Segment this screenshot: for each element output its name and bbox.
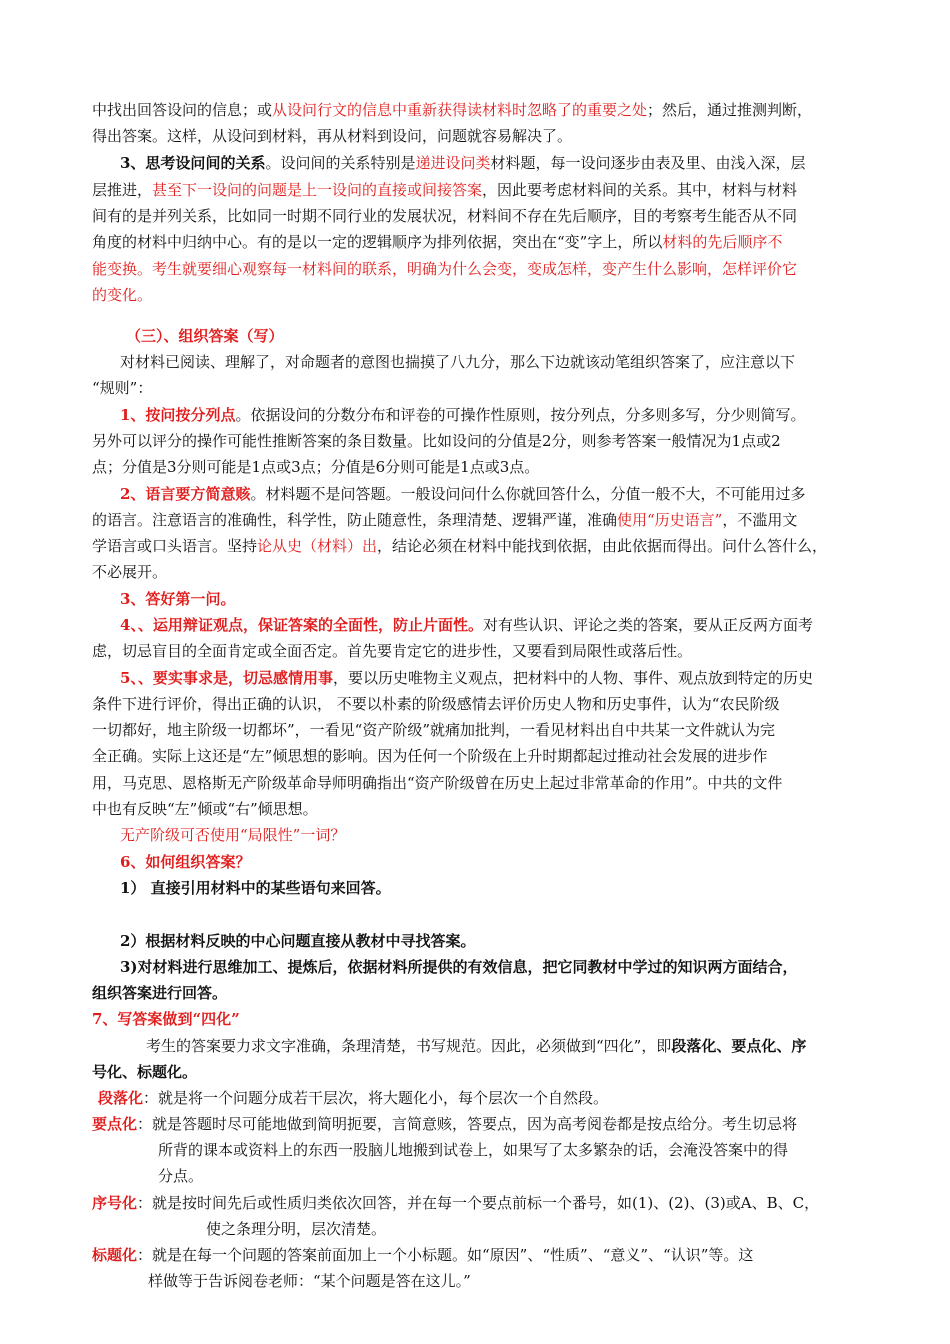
- para-line: 用，马克思、恩格斯无产阶级革命导师明确指出“资产阶级曾在历史上起过非常革命的作用”。中共的文件: [92, 774, 783, 792]
- list-item: 组织答案进行回答。: [92, 984, 228, 1002]
- para-line: 分点。: [158, 1167, 204, 1185]
- para-line: 另外可以评分的操作可能性推断答案的条目数量。比如设问的分值是2分，则参考答案一般情况为1点或2: [92, 432, 781, 450]
- para-line: 能变换。考生就要细心观察每一材料间的联系，明确为什么会变，变成怎样，变产生什么影响，怎样评价它: [92, 260, 798, 278]
- text: 学语言或口头语言。坚持: [92, 537, 258, 555]
- list-item: 1） 直接引用材料中的某些语句来回答。: [120, 879, 391, 897]
- para-line: [92, 180, 872, 200]
- list-item: 2）根据材料反映的中心问题直接从教材中寻找答案。: [120, 932, 476, 950]
- text: ：就是按时间先后或性质归类依次回答，并在每一个要点前标一个番号，如(1)、(2)、(3)或A、B、C，: [137, 1194, 820, 1212]
- text: 的语言。注意语言的准确性，科学性，防止随意性，条理清楚、逻辑严谨，准确: [92, 511, 618, 529]
- para-line: 使之条理分明，层次清楚。: [206, 1220, 387, 1238]
- text: 。材料题不是问答题。一般设问问什么你就回答什么，分值一般不大，不可能用过多: [250, 485, 806, 503]
- bold-heading: 7、写答案做到“四化”: [92, 1010, 240, 1028]
- list-item: 3)对材料进行思维加工、提炼后，依据材料所提供的有效信息，把它同教材中学过的知识两方面结合，: [120, 958, 798, 976]
- para-line: [120, 153, 872, 173]
- term-label: 要点化: [92, 1115, 138, 1133]
- para-line: 不必展开。: [92, 563, 168, 581]
- text: ；然后，通过推测判断，: [647, 101, 813, 119]
- para-line: 号化、标题化。: [92, 1063, 198, 1081]
- highlight-text: 递进设问类: [415, 154, 491, 172]
- text: 材料题，每一设问逐步由表及里、由浅入深，层: [490, 154, 806, 172]
- para-line: [146, 1036, 872, 1056]
- bold-heading: 4、、运用辩证观点，保证答案的全面性，防止片面性。: [120, 616, 483, 634]
- para-line: 虑，切忌盲目的全面肯定或全面否定。首先要肯定它的进步性，又要看到局限性或落后性。: [92, 642, 693, 660]
- text: 层推进，: [92, 181, 153, 199]
- para-line: 对材料已阅读、理解了，对命题者的意图也揣摸了八九分，那么下边就该动笔组织答案了，应注意以下: [120, 353, 796, 371]
- text: ：就是答题时尽可能地做到简明扼要，言简意赅，答要点，因为高考阅卷都是按点给分。考生切忌将: [137, 1115, 798, 1133]
- para-line: 所背的课本或资料上的东西一股脑儿地搬到试卷上，如果写了太多繁杂的话，会淹没答案中的得: [158, 1141, 789, 1159]
- section-heading: （三）、组织答案（写）: [126, 327, 284, 345]
- text: 中找出回答设问的信息；或: [92, 101, 273, 119]
- text: 对有些认识、评论之类的答案，要从正反两方面考: [482, 616, 813, 634]
- bold-heading: 3、思考设问间的关系: [120, 154, 266, 172]
- para-line: 中也有反映“左”倾或“右”倾思想。: [92, 800, 318, 818]
- para-line: [98, 1088, 872, 1108]
- para-line: 间有的是并列关系，比如同一时期不同行业的发展状况，材料间不存在先后顺序，目的考察考生能否从不同: [92, 207, 798, 225]
- bold-text: 段落化、要点化、序: [671, 1037, 807, 1055]
- para-line: 一切都好，地主阶级一切都坏”，一看见“资产阶级”就痛加批判，一看见材料出自中共某一文件就认为完: [92, 721, 776, 739]
- para-line: [92, 510, 872, 530]
- para-line: [120, 668, 872, 688]
- bold-heading: 5、、要实事求是，切忌感情用事: [120, 669, 333, 687]
- highlight-text: 使用“历史语言”: [617, 511, 723, 529]
- para-line: 无产阶级可否使用“局限性”一词？: [120, 826, 346, 844]
- para-line: 样做等于告诉阅卷老师：“某个问题是答在这儿。”: [148, 1272, 471, 1290]
- para-line: 点；分值是3分则可能是1点或3点；分值是6分则可能是1点或3点。: [92, 458, 540, 476]
- para-line: [92, 232, 872, 252]
- text: ：就是在每一个问题的答案前面加上一个小标题。如“原因”、“性质”、“意义”、“认识”等。这: [137, 1246, 754, 1264]
- text: 。依据设问的分数分布和评卷的可操作性原则，按分列点，分多则多写，分少则简写。: [235, 406, 806, 424]
- para-line: [92, 536, 872, 556]
- text: ：就是将一个问题分成若干层次，将大题化小，每个层次一个自然段。: [143, 1089, 609, 1107]
- para-line: 全正确。实际上这还是“左”倾思想的影响。因为任何一个阶级在上升时期都起过推动社会发展的进步作: [92, 747, 768, 765]
- para-line: [92, 1245, 872, 1265]
- para-line: 得出答案。这样，从设问到材料，再从材料到设问，问题就容易解决了。: [92, 127, 573, 145]
- para-line: [92, 1193, 872, 1213]
- para-line: 的变化。: [92, 286, 153, 304]
- bold-heading: 6、如何组织答案？: [120, 853, 251, 871]
- text: 考生的答案要力求文字准确，条理清楚，书写规范。因此，必须做到“四化”，即: [146, 1037, 672, 1055]
- term-label: 标题化: [92, 1246, 138, 1264]
- text: ，因此要考虑材料间的关系。其中，材料与材料: [482, 181, 798, 199]
- text: 。设问间的关系特别是: [265, 154, 416, 172]
- highlight-text: 论从史（材料）出: [257, 537, 378, 555]
- highlight-text: 材料的先后顺序不: [662, 233, 783, 251]
- para-line: [92, 100, 872, 120]
- highlight-text: 从设问行文的信息中重新获得读材料时忽略了的重要之处: [272, 101, 648, 119]
- highlight-text: 甚至下一设问的问题是上一设问的直接或间接答案: [152, 181, 483, 199]
- text: ，结论必须在材料中能找到依据，由此依据而得出。问什么答什么，: [377, 537, 828, 555]
- text: 角度的材料中归纳中心。有的是以一定的逻辑顺序为排列依据，突出在“变”字上，所以: [92, 233, 663, 251]
- para-line: [120, 484, 872, 504]
- text: ，不滥用文: [722, 511, 798, 529]
- bold-heading: 3、答好第一问。: [120, 590, 236, 608]
- para-line: 条件下进行评价，得出正确的认识， 不要以朴素的阶级感情去评价历史人物和历史事件，认为“农民阶级: [92, 695, 780, 713]
- para-line: [120, 405, 872, 425]
- text: ，要以历史唯物主义观点，把材料中的人物、事件、观点放到特定的历史: [332, 669, 813, 687]
- term-label: 段落化: [98, 1089, 144, 1107]
- para-line: [92, 1114, 872, 1134]
- bold-heading: 2、语言要方简意赅: [120, 485, 251, 503]
- bold-heading: 1、按问按分列点: [120, 406, 236, 424]
- para-line: “规则”：: [92, 379, 153, 397]
- term-label: 序号化: [92, 1194, 138, 1212]
- para-line: [120, 615, 872, 635]
